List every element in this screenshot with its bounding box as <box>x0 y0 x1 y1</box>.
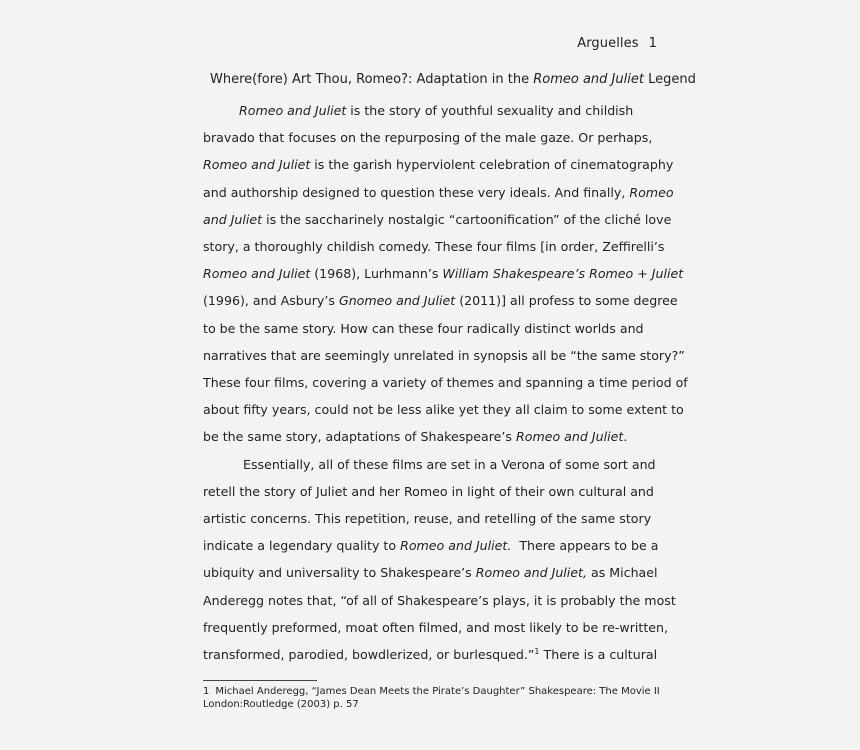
footnote <box>203 686 673 711</box>
text-line: Romeo and Juliet is the story of youthful sexuality and childish <box>239 103 634 118</box>
text-line: These four films, covering a variety of themes and spanning a time period of <box>203 375 688 391</box>
footnote-ref: 1 <box>534 646 540 656</box>
text-line: transformed, parodied, bowdlerized, or burlesqued.”$^1$ There is a cultural <box>203 646 658 663</box>
text-line: narratives that are seemingly unrelated in synopsis all be “the same story?” <box>203 347 685 363</box>
header-author: Arguelles <box>577 36 639 51</box>
text-line: retell the story of Juliet and her Romeo in light of their own cultural and <box>203 483 654 499</box>
footnote-text: Michael Anderegg, “James Dean Meets the Pirate’s Daughter” Shakespeare: The Movie II <box>215 686 660 697</box>
essay-title <box>0 72 860 87</box>
footnote-text-2: London:Routledge (2003) p. 57 <box>203 698 359 710</box>
footnote-separator <box>203 680 317 681</box>
text-line: be the same story, adaptations of Shakespeare’s Romeo and Juliet. <box>203 429 628 445</box>
text-line: frequently preformed, moat often filmed, and most likely to be re-written, <box>203 619 668 635</box>
text-line: and Juliet is the saccharinely nostalgic “cartoonification” of the cliché love <box>203 211 672 227</box>
text-line: (1996), and Asbury’s Gnomeo and Juliet (2011)] all profess to some degree <box>203 293 678 309</box>
text-line: Romeo and Juliet is the garish hyperviolent celebration of cinematography <box>203 157 674 173</box>
text-line: to be the same story. How can these four radically distinct worlds and <box>203 320 644 336</box>
text-line: Romeo and Juliet (1968), Lurhmann’s William Shakespeare’s Romeo + Juliet <box>203 266 684 282</box>
title-italic: Romeo and Juliet <box>533 72 644 87</box>
text-line: story, a thoroughly childish comedy. These four films [in order, Zeffirelli’s <box>203 239 665 255</box>
text-line: and authorship designed to question these very ideals. And finally, Romeo <box>203 184 674 200</box>
text-line: Anderegg notes that, “of all of Shakespeare’s plays, it is probably the most <box>203 592 676 608</box>
text-line: ubiquity and universality to Shakespeare’s Romeo and Juliet, as Michael <box>203 565 658 581</box>
title-text-end: Legend <box>643 72 696 87</box>
text-line: indicate a legendary quality to Romeo and Juliet. There appears to be a <box>203 538 659 554</box>
title-text: Where(fore) Art Thou, Romeo?: Adaptation in the <box>210 72 534 87</box>
footnote-number: 1 <box>203 686 210 697</box>
text-line: bravado that focuses on the repurposing of the male gaze. Or perhaps, <box>203 130 653 146</box>
running-header <box>0 36 657 51</box>
text-line: artistic concerns. This repetition, reuse, and retelling of the same story <box>203 511 652 527</box>
body-paragraphs <box>203 97 688 668</box>
page-number: 1 <box>648 36 657 51</box>
text-line: about fifty years, could not be less alike yet they all claim to some extent to <box>203 402 684 418</box>
text-line: Essentially, all of these films are set in a Verona of some sort and <box>243 456 656 472</box>
